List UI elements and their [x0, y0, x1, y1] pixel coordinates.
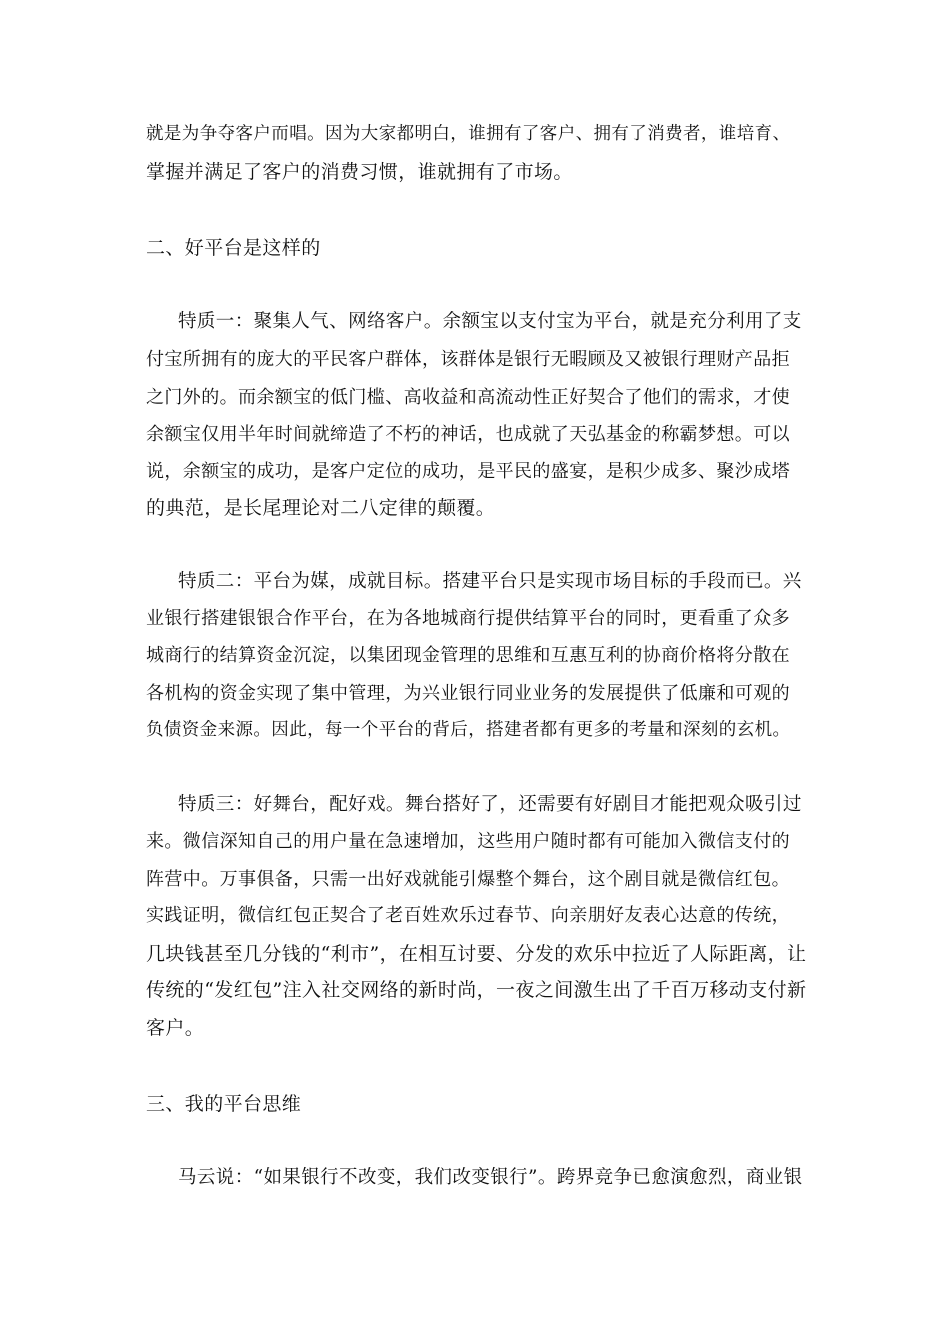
last-paragraph-line-1: 马云说：“如果银行不改变，我们改变银行”。跨界竞争已愈演愈烈，商业银 [178, 1167, 803, 1188]
trait1-line: 的典范，是长尾理论对二八定律的颠覆。 [146, 497, 496, 519]
trait1-title: 特质一：聚集人气、网络客户。 [178, 311, 443, 334]
section-heading-2: 二、好平台是这样的 [146, 237, 321, 259]
trait2-line: 各机构的资金实现了集中管理，为兴业银行同业业务的发展提供了低廉和可观的 [146, 683, 790, 704]
trait2-line: 城商行的结算资金沉淀，以集团现金管理的思维和互惠互利的协商价格将分散在 [146, 645, 790, 666]
trait1-first-rest: 余额宝以支付宝为平台，就是充分利用了支 [442, 311, 802, 332]
trait1-line: 说，余额宝的成功，是客户定位的成功，是平民的盛宴，是积少成多、聚沙成塔 [146, 461, 790, 482]
trait1-line: 之门外的。而余额宝的低门槛、高收益和高流动性正好契合了他们的需求，才使 [146, 387, 790, 408]
trait1-line: 付宝所拥有的庞大的平民客户群体，该群体是银行无暇顾及又被银行理财产品拒 [146, 349, 790, 370]
trait2-line: 负债资金来源。因此，每一个平台的背后，搭建者都有更多的考量和深刻的玄机。 [146, 720, 791, 740]
intro-line-2: 掌握并满足了客户的消费习惯，谁就拥有了市场。 [146, 161, 573, 183]
trait1-first-line [178, 310, 806, 334]
trait3-line: 传统的“发红包”注入社交网络的新时尚，一夜之间激生出了千百万移动支付新 [146, 979, 806, 1001]
trait3-line: 来。微信深知自己的用户量在急速增加，这些用户随时都有可能加入微信支付的 [146, 831, 790, 852]
trait2-first-line [178, 570, 806, 594]
trait3-line: 客户。 [146, 1017, 205, 1039]
trait3-title: 特质三：好舞台，配好戏。 [178, 794, 405, 817]
trait3-line: 阵营中。万事俱备，只需一出好戏就能引爆整个舞台，这个剧目就是微信红包。 [146, 869, 790, 890]
trait2-first-rest: 搭建平台只是实现市场目标的手段而已。兴 [442, 571, 802, 592]
intro-line-1: 就是为争夺客户而唱。因为大家都明白，谁拥有了客户、拥有了消费者，谁培育、 [146, 124, 791, 144]
trait3-first-rest: 舞台搭好了，还需要有好剧目才能把观众吸引过 [404, 794, 802, 815]
trait3-first-line [178, 793, 806, 817]
trait2-title: 特质二：平台为媒，成就目标。 [178, 571, 443, 594]
trait3-line: 实践证明，微信红包正契合了老百姓欢乐过春节、向亲朋好友表心达意的传统， [146, 905, 790, 926]
trait2-line: 业银行搭建银银合作平台，在为各地城商行提供结算平台的同时，更看重了众多 [146, 608, 790, 629]
section-heading-3: 三、我的平台思维 [146, 1093, 302, 1115]
trait1-line: 余额宝仅用半年时间就缔造了不朽的神话，也成就了天弘基金的称霸梦想。可以 [146, 424, 790, 445]
trait3-line: 几块钱甚至几分钱的“利市”，在相互讨要、分发的欢乐中拉近了人际距离，让 [146, 943, 806, 965]
